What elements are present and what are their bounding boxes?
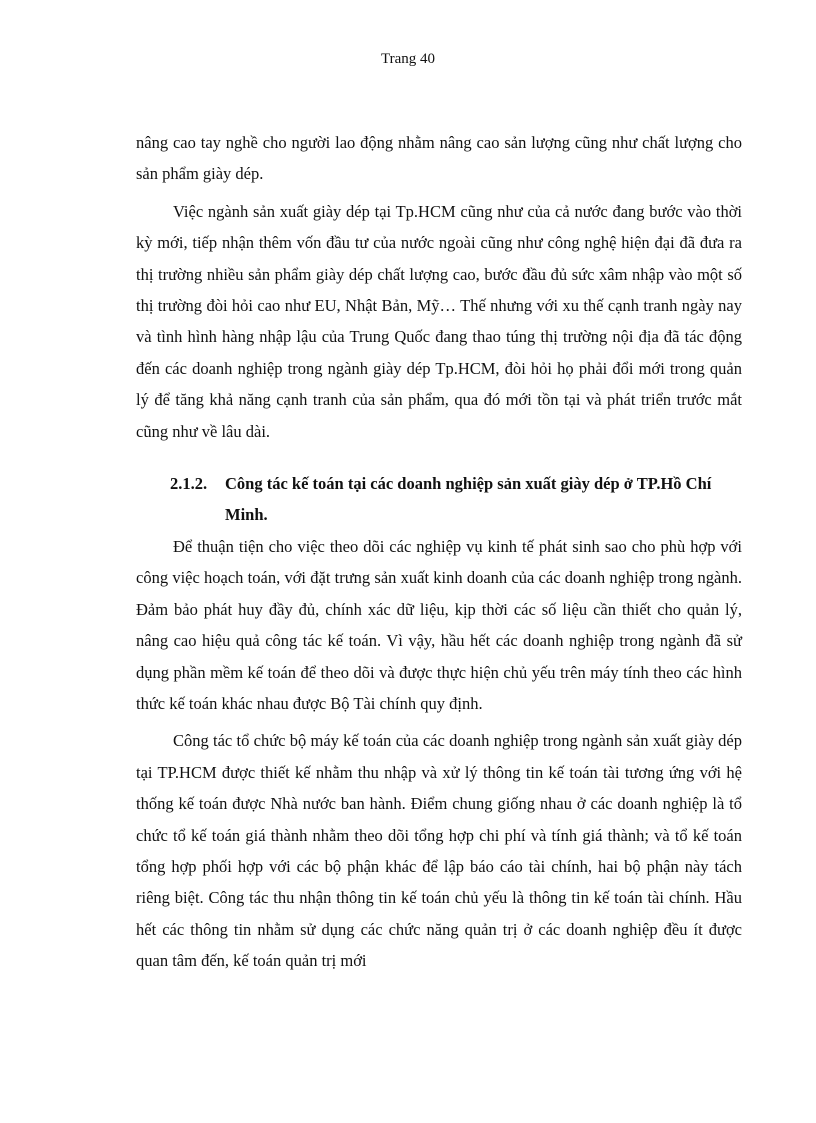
- page-number: Trang 40: [380, 51, 436, 67]
- paragraph-continuation: nâng cao tay nghề cho người lao động nhằm nâng cao sản lượng cũng như chất lượng cho sản phẩm giày dép.: [136, 133, 742, 184]
- document-body: [136, 127, 742, 977]
- paragraph-industry: Việc ngành sản xuất giày dép tại Tp.HCM cũng như của cả nước đang bước vào thời kỳ mới, tiếp nhận thêm vốn đầu tư của nước ngoài cũng như công nghệ hiện đại đã đưa ra thị trường nhiều sản phẩm giày dép chất lượng cao, bước đầu đủ sức xâm nhập vào một số thị trường đòi hỏi cao như EU, Nhật Bản, Mỹ… Thế nhưng với xu thế cạnh tranh ngày nay và tình hình hàng nhập lậu của Trung Quốc đang thao túng thị trường nội địa đã tác động đến các doanh nghiệp trong ngành giày dép Tp.HCM, đòi hỏi họ phải đổi mới trong quản lý để tăng khả năng cạnh tranh của sản phẩm, qua đó mới tồn tại và phát triển trước mắt cũng như về lâu dài.: [136, 201, 742, 441]
- paragraph-software: Để thuận tiện cho việc theo dõi các nghiệp vụ kinh tế phát sinh sao cho phù hợp với công việc hoạch toán, với đặt trưng sản xuất kinh doanh của các doanh nghiệp trong ngành. Đảm bảo phát huy đầy đủ, chính xác dữ liệu, kịp thời các số liệu cần thiết cho quản lý, nâng cao hiệu quả công tác kế toán. Vì vậy, hầu hết các doanh nghiệp trong ngành đã sử dụng phần mềm kế toán để theo dõi và được thực hiện chủ yếu trên máy tính theo các hình thức kế toán khác nhau được Bộ Tài chính quy định.: [136, 536, 742, 713]
- page-header: [0, 50, 816, 68]
- section-number: 2.1.2.: [170, 474, 208, 494]
- paragraph-organization: Công tác tổ chức bộ máy kế toán của các doanh nghiệp trong ngành sản xuất giày dép tại TP.HCM được thiết kế nhằm thu nhập và xử lý thông tin kế toán tài tương ứng với hệ thống kế toán được Nhà nước ban hành. Điểm chung giống nhau ở các doanh nghiệp là tổ chức tổ kế toán giá thành nhằm theo dõi tổng hợp chi phí và tính giá thành; và tổ kế toán tổng hợp phối hợp với các bộ phận khác để lập báo cáo tài chính, hai bộ phận này tách riêng biệt. Công tác thu nhận thông tin kế toán chủ yếu là thông tin kế toán tài chính. Hầu hết các thông tin nhằm sử dụng các chức năng quản trị ở các doanh nghiệp đều ít được quan tâm đến, kế toán quản trị mới: [136, 731, 742, 971]
- section-title: Công tác kế toán tại các doanh nghiệp sản xuất giày dép ở TP.Hồ Chí Minh.: [225, 474, 712, 525]
- section-heading: [170, 468, 742, 531]
